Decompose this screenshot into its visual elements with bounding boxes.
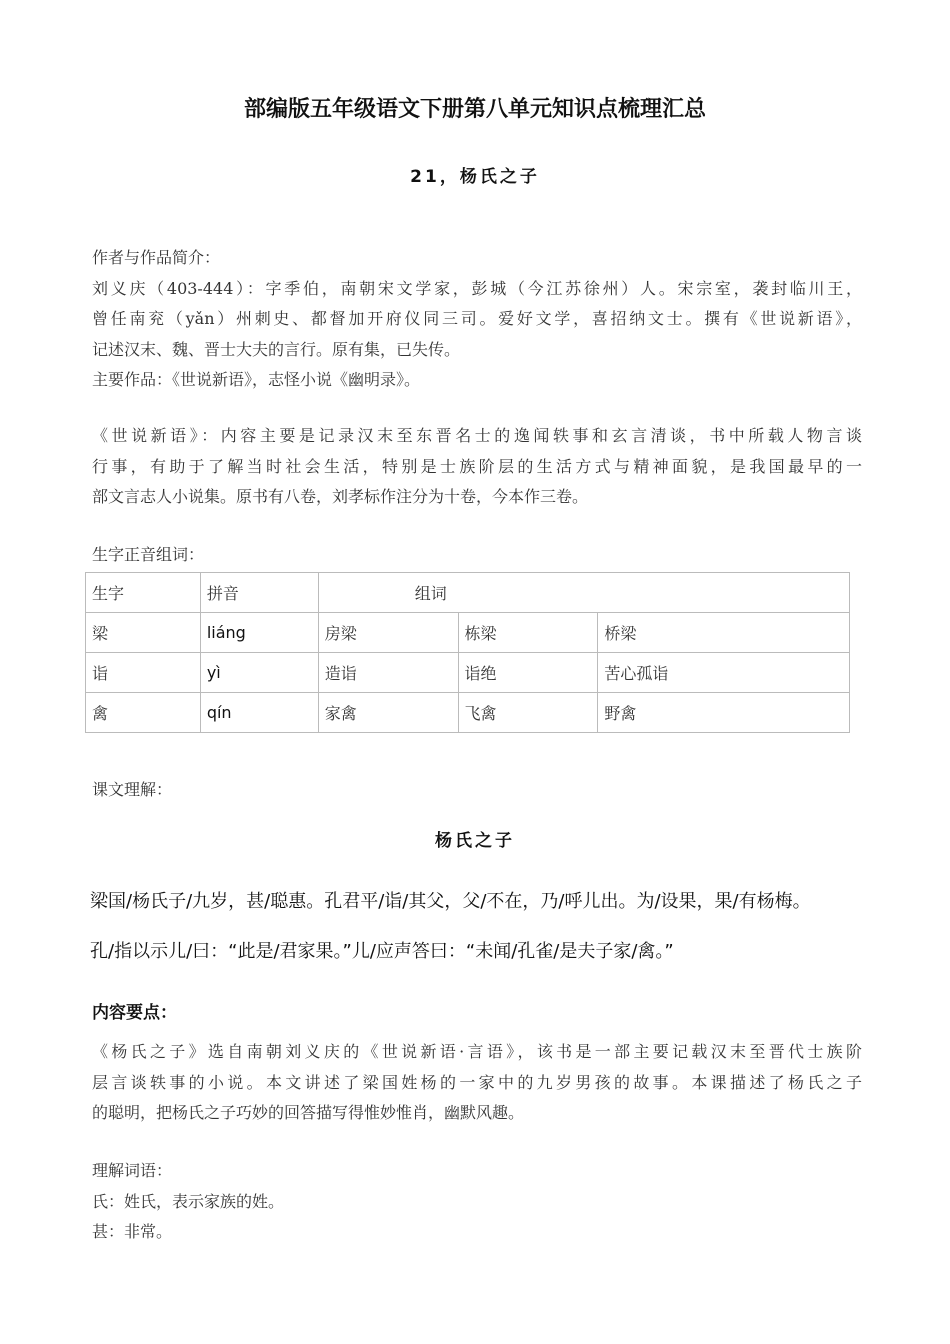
vocabulary-item: 甚：非常。 bbox=[92, 1222, 173, 1241]
table-row bbox=[86, 653, 850, 693]
vocabulary-item: 氏：姓氏，表示家族的姓。 bbox=[92, 1191, 285, 1211]
text-heading: 课文理解： bbox=[92, 780, 173, 799]
key-point-line: 《杨氏之子》选自南朝刘义庆的《世说新语·言语》，该书是一部主要记载汉末至晋代士族阶 bbox=[92, 1042, 862, 1061]
table-row bbox=[86, 693, 850, 733]
word-cell: 家禽 bbox=[318, 693, 458, 733]
author-heading: 作者与作品简介： bbox=[92, 248, 221, 267]
pinyin-cell: qín bbox=[200, 693, 318, 733]
key-points-section bbox=[92, 1037, 862, 1129]
char-cell: 诣 bbox=[86, 653, 201, 693]
word-cell: 诣绝 bbox=[458, 653, 598, 693]
key-points-heading: 内容要点： bbox=[92, 1003, 177, 1023]
text-title: 杨氏之子 bbox=[435, 831, 515, 851]
lesson-title: 21，杨氏之子 bbox=[410, 167, 540, 187]
book-line: 行事，有助于了解当时社会生活，特别是士族阶层的生活方式与精神面貌，是我国最早的一 bbox=[92, 456, 862, 476]
word-cell: 桥梁 bbox=[598, 613, 850, 653]
word-cell: 栋梁 bbox=[458, 613, 598, 653]
vocabulary-heading: 理解词语： bbox=[92, 1161, 173, 1180]
classical-text-line: 孔/指以示儿/曰：“此是/君家果。”儿/应声答曰：“未闻/孔雀/是夫子家/禽。” bbox=[90, 941, 674, 962]
header-pinyin: 拼音 bbox=[200, 573, 318, 613]
author-line: 曾任南兖（yǎn）州刺史、都督加开府仪同三司。爱好文学，喜招纳文士。撰有《世说新语》， bbox=[92, 309, 862, 328]
key-point-line: 层言谈轶事的小说。本文讲述了梁国姓杨的一家中的九岁男孩的故事。本课描述了杨氏之子 bbox=[92, 1072, 862, 1092]
main-works-line: 主要作品：《世说新语》，志怪小说《幽明录》。 bbox=[92, 370, 421, 389]
classical-text-line: 梁国/杨氏子/九岁，甚/聪惠。孔君平/诣/其父，父/不在，乃/呼儿出。为/设果，果/有杨梅。 bbox=[90, 891, 811, 912]
author-section bbox=[92, 243, 862, 396]
book-section bbox=[92, 421, 862, 513]
book-line: 《世说新语》：内容主要是记录汉末至东晋名士的逸闻轶事和玄言清谈，书中所载人物言谈 bbox=[92, 426, 862, 445]
characters-table bbox=[85, 572, 850, 733]
pinyin-cell: liáng bbox=[200, 613, 318, 653]
word-cell: 野禽 bbox=[598, 693, 850, 733]
word-cell: 苦心孤诣 bbox=[598, 653, 850, 693]
pinyin-cell: yì bbox=[200, 653, 318, 693]
key-point-line: 的聪明，把杨氏之子巧妙的回答描写得惟妙惟肖，幽默风趣。 bbox=[92, 1103, 525, 1122]
author-line: 记述汉末、魏、晋士大夫的言行。原有集，已失传。 bbox=[92, 339, 461, 359]
header-char: 生字 bbox=[86, 573, 201, 613]
author-line: 刘义庆（403-444）：字季伯，南朝宋文学家，彭城（今江苏徐州）人。宋宗室，袭封临川王， bbox=[92, 278, 862, 298]
char-cell: 梁 bbox=[86, 613, 201, 653]
table-header-row bbox=[86, 573, 850, 613]
document-title: 部编版五年级语文下册第八单元知识点梳理汇总 bbox=[243, 97, 706, 122]
table-row bbox=[86, 613, 850, 653]
header-words: 组词 bbox=[318, 573, 849, 613]
word-cell: 造诣 bbox=[318, 653, 458, 693]
book-line: 部文言志人小说集。原书有八卷，刘孝标作注分为十卷，今本作三卷。 bbox=[92, 487, 589, 506]
characters-heading: 生字正音组词： bbox=[92, 545, 205, 564]
vocabulary-section bbox=[92, 1156, 862, 1248]
word-cell: 飞禽 bbox=[458, 693, 598, 733]
char-cell: 禽 bbox=[86, 693, 201, 733]
word-cell: 房梁 bbox=[318, 613, 458, 653]
